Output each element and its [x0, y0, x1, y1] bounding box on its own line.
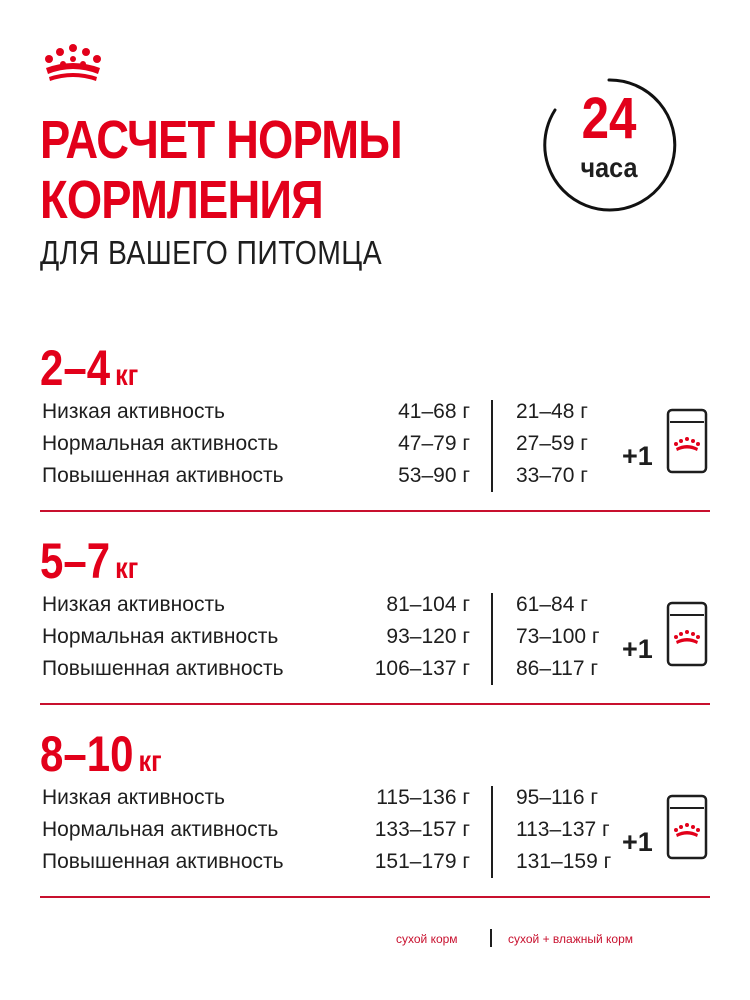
legend-mixed: сухой + влажный корм: [508, 932, 633, 946]
activity-label: Низкая активность: [42, 400, 226, 423]
title-line-2: КОРМЛЕНИЯ: [40, 170, 323, 230]
column-divider: [491, 593, 493, 685]
dry-amount: 151–179 г: [374, 850, 470, 873]
dry-amount: 81–104 г: [386, 593, 470, 616]
section-divider: [40, 896, 710, 898]
activity-label: Нормальная активность: [42, 818, 279, 841]
section-divider: [40, 703, 710, 705]
page-title: [40, 110, 443, 230]
weight-range: 2–4: [40, 340, 111, 396]
dry-amount: 41–68 г: [398, 400, 470, 423]
dry-amount: 47–79 г: [398, 432, 470, 455]
title-line-1: РАСЧЕТ НОРМЫ: [40, 110, 402, 170]
weight-section-2: [0, 531, 750, 711]
weight-range: 8–10: [40, 726, 134, 782]
activity-label: Повышенная активность: [42, 464, 284, 487]
wet-food-pouch-icon: [666, 601, 708, 667]
dry-amount: 133–157 г: [374, 818, 470, 841]
table-row: [0, 396, 750, 428]
hours-badge-number: 24: [581, 86, 637, 151]
legend-dry: сухой корм: [396, 932, 458, 946]
mixed-amount: 113–137 г: [516, 818, 610, 841]
section-divider: [40, 510, 710, 512]
weight-unit: кг: [138, 745, 162, 778]
weight-unit: кг: [115, 552, 139, 585]
wet-food-pouch-icon: [666, 408, 708, 474]
mixed-amount: 27–59 г: [516, 432, 588, 455]
page-subtitle: ДЛЯ ВАШЕГО ПИТОМЦА: [40, 234, 383, 271]
table-row: [0, 589, 750, 621]
plus-one-pouch: +1: [622, 634, 653, 664]
activity-label: Нормальная активность: [42, 625, 279, 648]
wet-food-pouch-icon: [666, 794, 708, 860]
mixed-amount: 131–159 г: [516, 850, 612, 873]
column-divider: [491, 400, 493, 492]
activity-label: Повышенная активность: [42, 657, 284, 680]
mixed-amount: 95–116 г: [516, 786, 599, 809]
weight-section-1: [0, 338, 750, 518]
activity-label: Повышенная активность: [42, 850, 284, 873]
table-row: [0, 782, 750, 814]
dry-amount: 106–137 г: [374, 657, 470, 680]
mixed-amount: 33–70 г: [516, 464, 588, 487]
plus-one-pouch: +1: [622, 441, 653, 471]
legend-separator: [490, 929, 492, 947]
crown-logo: [40, 42, 106, 88]
mixed-amount: 86–117 г: [516, 657, 599, 680]
weight-range: 5–7: [40, 533, 111, 589]
dry-amount: 53–90 г: [398, 464, 470, 487]
mixed-amount: 73–100 г: [516, 625, 600, 648]
column-divider: [491, 786, 493, 878]
mixed-amount: 21–48 г: [516, 400, 588, 423]
hours-badge-label: часа: [580, 152, 638, 183]
weight-unit: кг: [115, 359, 139, 392]
dry-amount: 115–136 г: [376, 786, 470, 809]
weight-section-3: [0, 724, 750, 904]
activity-label: Низкая активность: [42, 786, 226, 809]
activity-label: Низкая активность: [42, 593, 226, 616]
activity-label: Нормальная активность: [42, 432, 279, 455]
dry-amount: 93–120 г: [386, 625, 470, 648]
plus-one-pouch: +1: [622, 827, 653, 857]
mixed-amount: 61–84 г: [516, 593, 588, 616]
